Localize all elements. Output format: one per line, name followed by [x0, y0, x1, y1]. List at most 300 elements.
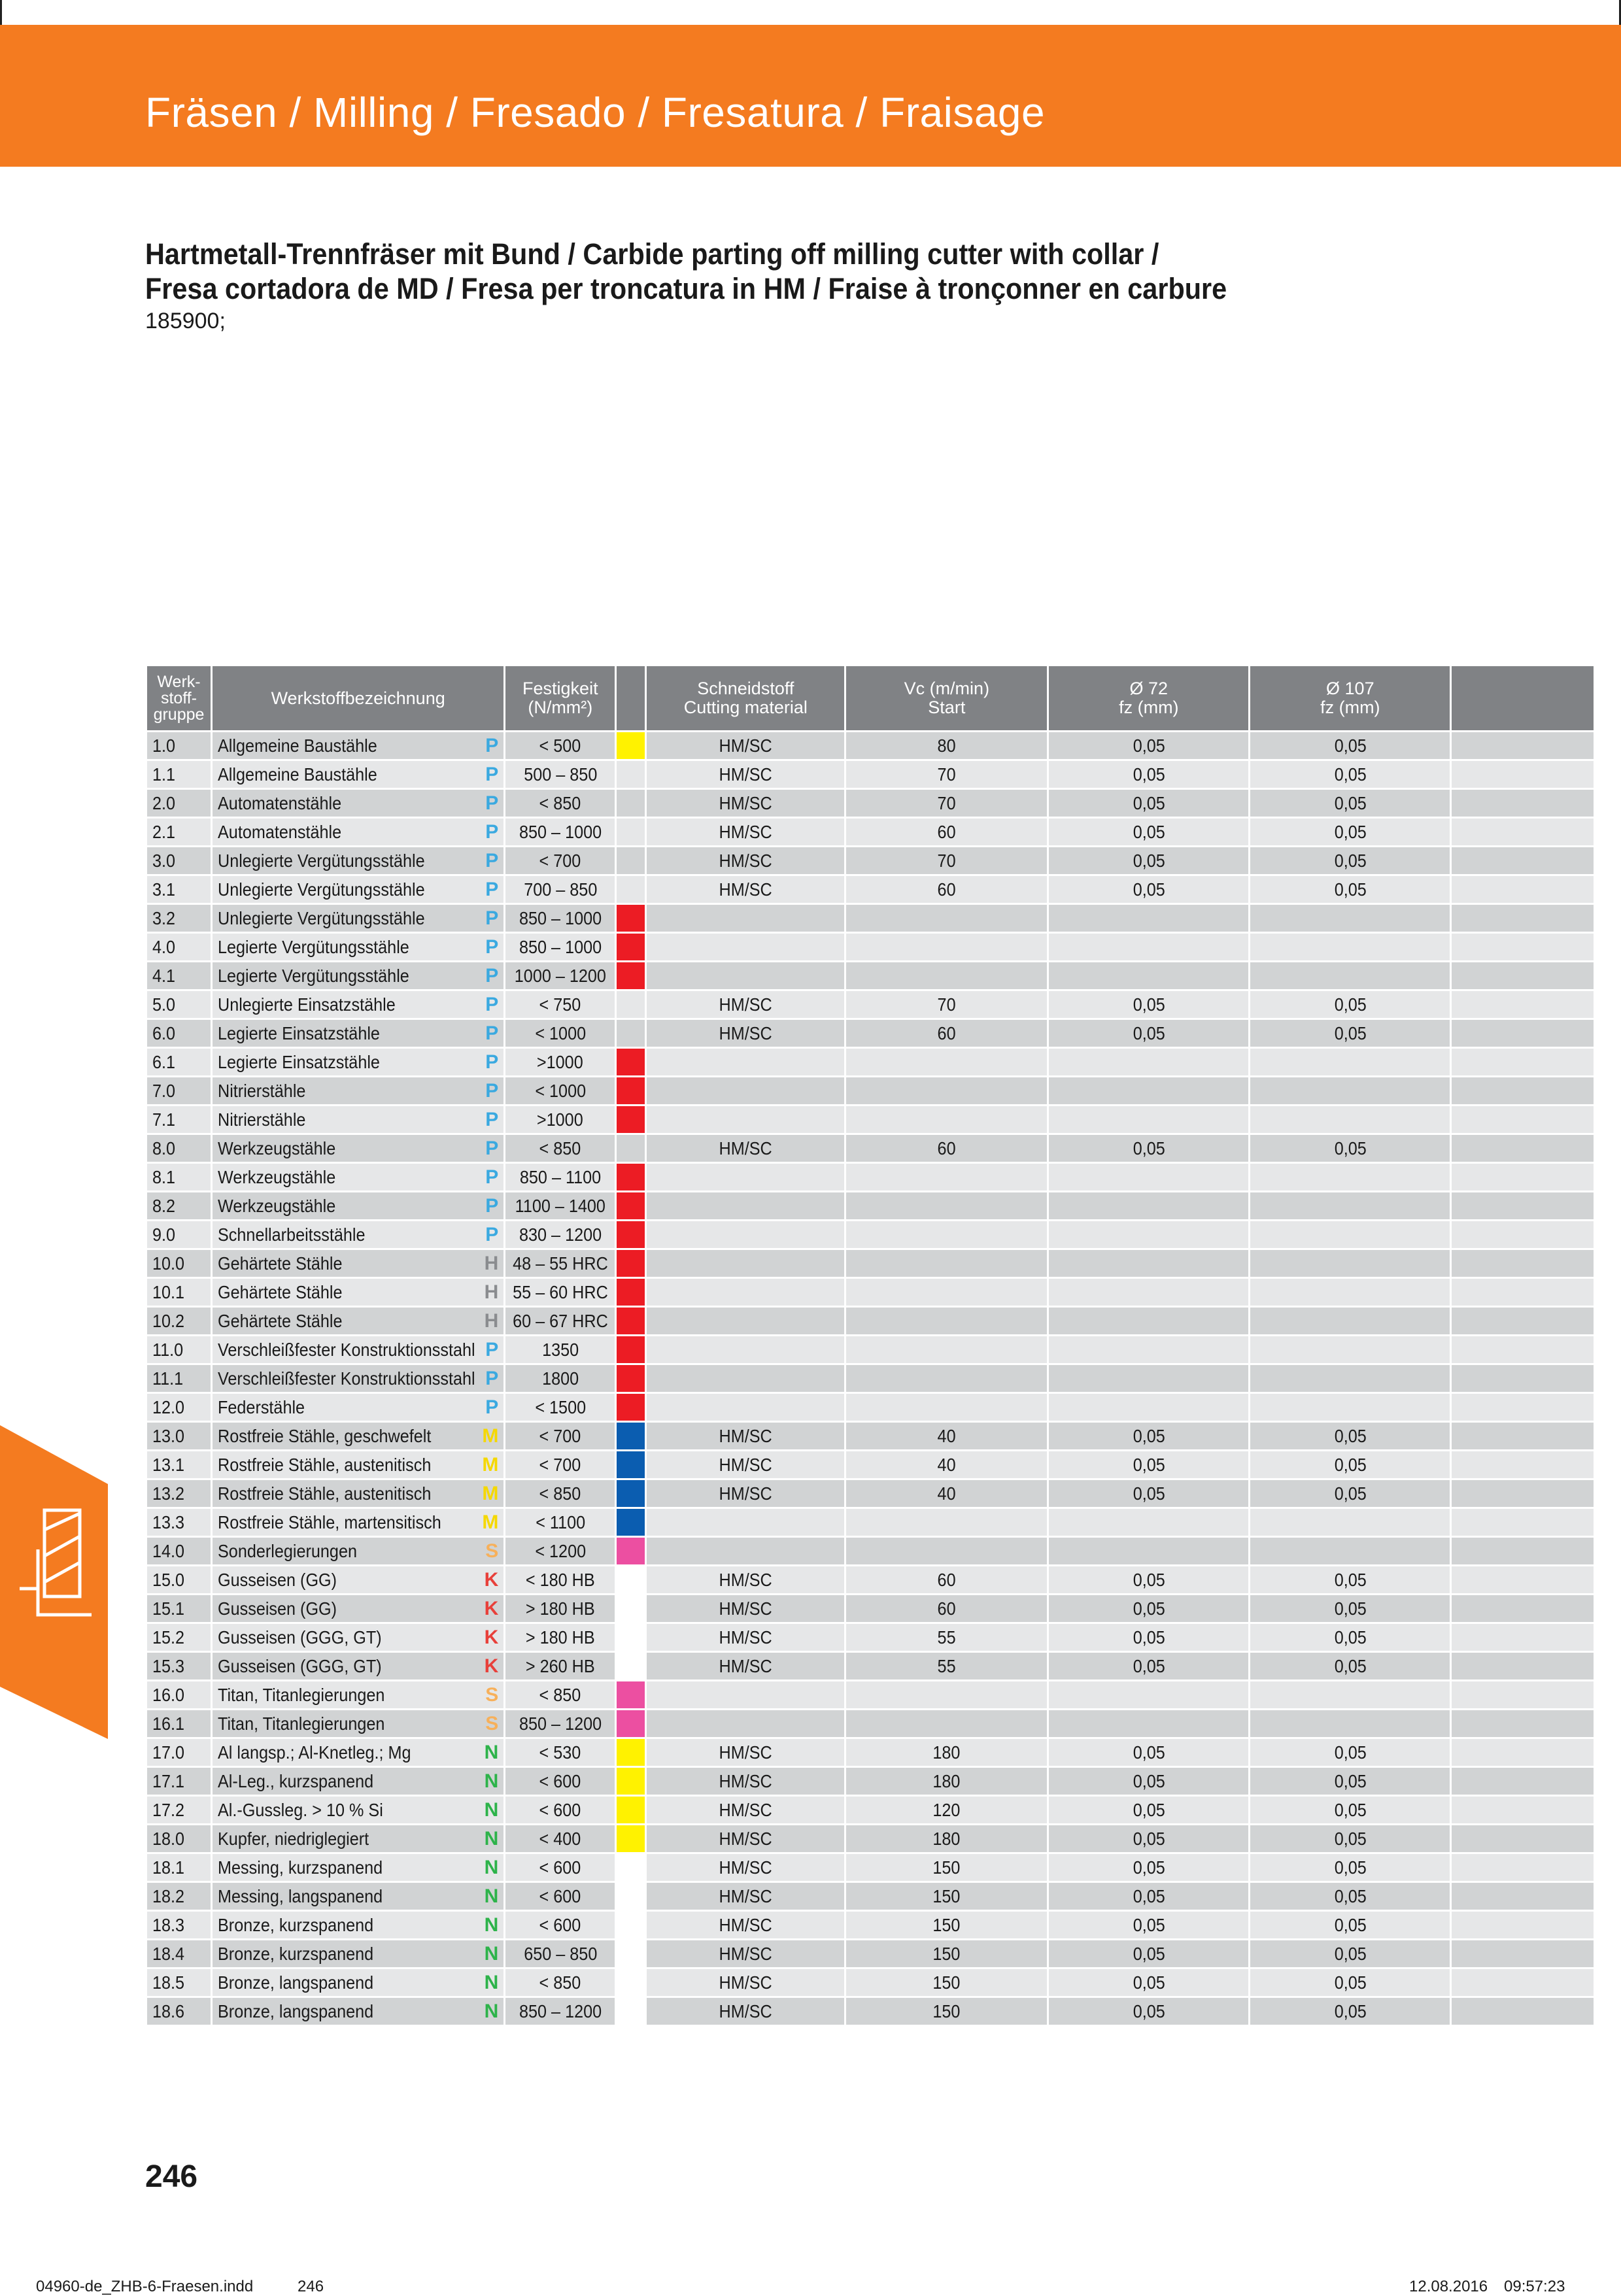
color-swatch [616, 1911, 646, 1940]
color-swatch [616, 1278, 646, 1307]
material-group-label: 1.1 [152, 764, 176, 785]
cutting-material [646, 760, 845, 789]
material-group-label: 16.0 [152, 1684, 185, 1705]
strength-value [505, 904, 616, 933]
material-name [212, 1652, 505, 1681]
banner-title: Fräsen / Milling / Fresado / Fresatura / Fraisage [145, 89, 1046, 136]
material-group-label: 6.0 [152, 1022, 176, 1043]
table-row [146, 1422, 1595, 1451]
cutting-material-label: HM/SC [719, 1857, 772, 1878]
fz-d107-value [1250, 1221, 1451, 1249]
table-row [146, 1307, 1595, 1336]
fz-d107-value [1250, 1393, 1451, 1422]
strength-label: 850 – 1000 [519, 936, 602, 957]
table-row [146, 1681, 1595, 1710]
fz-d107-value [1250, 875, 1451, 904]
material-group-label: 10.1 [152, 1281, 185, 1302]
fz-d72-value [1048, 962, 1250, 990]
material-group [146, 1163, 212, 1192]
iso-group-letter: P [485, 1396, 499, 1418]
heading-line-1: Hartmetall-Trennfräser mit Bund / Carbide parting off milling cutter with collar / [145, 237, 1159, 271]
material-name-label: Legierte Vergütungsstähle [218, 936, 409, 957]
fz-d107-value [1250, 1307, 1451, 1336]
material-group [146, 1077, 212, 1106]
footer-page: 246 [298, 2278, 324, 2295]
vc-value [845, 1393, 1048, 1422]
material-group-label: 6.1 [152, 1051, 176, 1072]
extra-cell [1451, 789, 1595, 818]
color-swatch [616, 990, 646, 1019]
iso-group-letter: P [485, 1195, 499, 1217]
material-group [146, 1882, 212, 1911]
table-row [146, 1163, 1595, 1192]
cutting-material-label: HM/SC [719, 1655, 772, 1676]
cutting-material-label: HM/SC [719, 1425, 772, 1446]
color-swatch [616, 962, 646, 990]
material-name [212, 1048, 505, 1077]
iso-group-letter: N [484, 1914, 499, 1936]
fz-d72-value-label: 0,05 [1133, 735, 1165, 756]
fz-d72-value [1048, 1221, 1250, 1249]
iso-group-letter: K [484, 1627, 499, 1648]
fz-d107-value-label: 0,05 [1334, 1742, 1367, 1763]
vc-value-label: 40 [937, 1483, 956, 1504]
material-name [212, 1537, 505, 1566]
material-name-label: Al.-Gussleg. > 10 % Si [218, 1799, 383, 1820]
fz-d107-value-label: 0,05 [1334, 1799, 1367, 1820]
fz-d107-value-label: 0,05 [1334, 1022, 1367, 1043]
extra-cell [1451, 1451, 1595, 1479]
material-name-label: Gusseisen (GGG, GT) [218, 1655, 382, 1676]
material-name [212, 1710, 505, 1738]
table-row [146, 1451, 1595, 1479]
strength-label: < 850 [539, 1684, 581, 1705]
material-name [212, 1106, 505, 1134]
strength-value [505, 1221, 616, 1249]
material-name [212, 1451, 505, 1479]
material-group [146, 990, 212, 1019]
material-group-label: 3.1 [152, 879, 176, 900]
cutting-material [646, 1364, 845, 1393]
strength-label: < 850 [539, 1138, 581, 1158]
vc-value [845, 1336, 1048, 1364]
material-name-label: Rostfreie Stähle, austenitisch [218, 1483, 432, 1504]
material-group [146, 1364, 212, 1393]
material-group-label: 17.1 [152, 1770, 185, 1791]
cutting-material [646, 818, 845, 847]
cutting-material-label: HM/SC [719, 1483, 772, 1504]
iso-group-letter: P [485, 1138, 499, 1159]
cutting-material [646, 1106, 845, 1134]
table-row [146, 1106, 1595, 1134]
extra-cell [1451, 847, 1595, 875]
fz-d107-value [1250, 1134, 1451, 1163]
vc-value [845, 1738, 1048, 1767]
table-row [146, 1048, 1595, 1077]
material-group [146, 1767, 212, 1796]
cutting-material [646, 1479, 845, 1508]
strength-label: < 600 [539, 1857, 581, 1878]
color-swatch [616, 1738, 646, 1767]
vc-value [845, 1134, 1048, 1163]
strength-label: >1000 [537, 1051, 584, 1072]
fz-d72-value [1048, 1192, 1250, 1221]
cutting-material [646, 1652, 845, 1681]
material-name-label: Al-Leg., kurzspanend [218, 1770, 374, 1791]
table-row [146, 732, 1595, 760]
material-group [146, 1997, 212, 2026]
material-group-label: 3.2 [152, 907, 176, 928]
cutting-material [646, 990, 845, 1019]
fz-d107-value-label: 0,05 [1334, 1885, 1367, 1906]
cutting-material-label: HM/SC [719, 1569, 772, 1590]
cutting-material [646, 1566, 845, 1595]
extra-cell [1451, 1163, 1595, 1192]
iso-group-letter: N [484, 1972, 499, 1993]
material-name-label: Rostfreie Stähle, martensitisch [218, 1511, 441, 1532]
color-swatch [616, 1997, 646, 2026]
material-group-label: 8.2 [152, 1195, 176, 1216]
cutting-material [646, 1940, 845, 1968]
fz-d107-value [1250, 847, 1451, 875]
vc-value [845, 847, 1048, 875]
vc-value-label: 150 [932, 1885, 961, 1906]
table-row [146, 1566, 1595, 1595]
material-name [212, 789, 505, 818]
strength-label: 55 – 60 HRC [512, 1281, 608, 1302]
fz-d72-value [1048, 1882, 1250, 1911]
vc-value-label: 70 [937, 764, 956, 785]
fz-d107-value [1250, 1278, 1451, 1307]
strength-value [505, 1192, 616, 1221]
color-swatch [616, 1968, 646, 1997]
extra-cell [1451, 1710, 1595, 1738]
material-group [146, 1595, 212, 1623]
material-name-label: Federstähle [218, 1396, 305, 1417]
material-name-label: Verschleißfester Konstruktionsstahl [218, 1339, 475, 1360]
table-row [146, 1853, 1595, 1882]
material-name-label: Bronze, langspanend [218, 2001, 374, 2021]
table-row [146, 1595, 1595, 1623]
strength-label: 1100 – 1400 [515, 1195, 606, 1216]
strength-label: < 600 [539, 1799, 581, 1820]
vc-value [845, 1710, 1048, 1738]
color-swatch [616, 818, 646, 847]
extra-cell [1451, 1652, 1595, 1681]
cutting-material [646, 1221, 845, 1249]
strength-label: < 1000 [534, 1080, 586, 1101]
cutting-material [646, 1048, 845, 1077]
cutting-material-label: HM/SC [719, 1454, 772, 1475]
product-heading [145, 237, 1227, 306]
cutting-material-label: HM/SC [719, 1742, 772, 1763]
vc-value [845, 1940, 1048, 1968]
strength-value [505, 1249, 616, 1278]
vc-value-label: 150 [932, 1914, 961, 1935]
material-name [212, 1681, 505, 1710]
strength-label: < 850 [539, 792, 581, 813]
cutting-material [646, 1853, 845, 1882]
fz-d107-value-label: 0,05 [1334, 1914, 1367, 1935]
vc-value [845, 1422, 1048, 1451]
extra-cell [1451, 1623, 1595, 1652]
fz-d72-value [1048, 789, 1250, 818]
table-row [146, 1997, 1595, 2026]
fz-d72-value [1048, 1163, 1250, 1192]
cutting-material [646, 1595, 845, 1623]
table-row [146, 847, 1595, 875]
fz-d72-value [1048, 1307, 1250, 1336]
material-group [146, 1566, 212, 1595]
material-name-label: Rostfreie Stähle, austenitisch [218, 1454, 432, 1475]
fz-d107-value-label: 0,05 [1334, 1598, 1367, 1619]
material-group-label: 13.1 [152, 1454, 185, 1475]
fz-d72-value-label: 0,05 [1133, 1828, 1165, 1849]
color-swatch [616, 789, 646, 818]
fz-d107-value [1250, 904, 1451, 933]
material-name [212, 1853, 505, 1882]
fz-d107-value-label: 0,05 [1334, 1655, 1367, 1676]
vc-value [845, 1508, 1048, 1537]
strength-value [505, 1163, 616, 1192]
fz-d107-value [1250, 1192, 1451, 1221]
iso-group-letter: S [485, 1713, 499, 1734]
fz-d107-value-label: 0,05 [1334, 1943, 1367, 1964]
fz-d72-value-label: 0,05 [1133, 1627, 1165, 1647]
material-name-label: Gehärtete Stähle [218, 1310, 343, 1331]
color-swatch [616, 904, 646, 933]
header-group: Werk- stoff- gruppe [146, 666, 212, 732]
cutting-material-label: HM/SC [719, 1914, 772, 1935]
material-name-label: Verschleißfester Konstruktionsstahl [218, 1368, 475, 1389]
strength-label: < 600 [539, 1770, 581, 1791]
material-name-label: Nitrierstähle [218, 1080, 306, 1101]
strength-label: < 1100 [535, 1511, 585, 1532]
color-swatch [616, 1595, 646, 1623]
cutting-material [646, 1796, 845, 1825]
material-group-label: 15.2 [152, 1627, 185, 1647]
header-extra [1451, 666, 1595, 732]
vc-value-label: 60 [937, 1569, 956, 1590]
footer-filename: 04960-de_ZHB-6-Fraesen.indd [36, 2278, 254, 2295]
fz-d107-value [1250, 1911, 1451, 1940]
header-d72: Ø 72 fz (mm) [1048, 666, 1250, 732]
table-row [146, 1278, 1595, 1307]
color-swatch [616, 1336, 646, 1364]
table-row [146, 875, 1595, 904]
strength-value [505, 1911, 616, 1940]
color-swatch [616, 732, 646, 760]
table-row [146, 1911, 1595, 1940]
color-swatch [616, 1508, 646, 1537]
iso-group-letter: P [485, 1224, 499, 1245]
color-swatch [616, 1479, 646, 1508]
vc-value [845, 1048, 1048, 1077]
material-name-label: Unlegierte Vergütungsstähle [218, 879, 425, 900]
strength-label: 500 – 850 [523, 764, 597, 785]
material-group-label: 5.0 [152, 994, 176, 1015]
material-name [212, 1077, 505, 1106]
material-group [146, 1738, 212, 1767]
color-swatch [616, 1307, 646, 1336]
material-group-label: 16.1 [152, 1713, 185, 1734]
fz-d72-value [1048, 1652, 1250, 1681]
strength-value [505, 1710, 616, 1738]
fz-d107-value [1250, 1623, 1451, 1652]
extra-cell [1451, 1192, 1595, 1221]
fz-d107-value [1250, 1968, 1451, 1997]
cutting-material [646, 1767, 845, 1796]
vc-value [845, 1968, 1048, 1997]
material-group [146, 1393, 212, 1422]
strength-label: < 1000 [534, 1022, 586, 1043]
fz-d72-value-label: 0,05 [1133, 1138, 1165, 1158]
vc-value-label: 150 [932, 2001, 961, 2021]
material-name [212, 1479, 505, 1508]
material-name-label: Gusseisen (GG) [218, 1598, 337, 1619]
fz-d72-value [1048, 1968, 1250, 1997]
cutting-material [646, 962, 845, 990]
material-name-label: Gusseisen (GG) [218, 1569, 337, 1590]
strength-label: 850 – 1000 [519, 907, 602, 928]
table-row [146, 962, 1595, 990]
material-group-label: 7.0 [152, 1080, 176, 1101]
color-swatch [616, 1796, 646, 1825]
vc-value [845, 1825, 1048, 1853]
fz-d72-value-label: 0,05 [1133, 1914, 1165, 1935]
fz-d107-value-label: 0,05 [1334, 1425, 1367, 1446]
material-group-label: 4.0 [152, 936, 176, 957]
iso-group-letter: H [484, 1253, 499, 1274]
fz-d72-value-label: 0,05 [1133, 1770, 1165, 1791]
material-name-label: Legierte Einsatzstähle [218, 1022, 380, 1043]
fz-d72-value [1048, 1767, 1250, 1796]
fz-d72-value-label: 0,05 [1133, 994, 1165, 1015]
cutting-material-label: HM/SC [719, 1799, 772, 1820]
vc-value [845, 789, 1048, 818]
article-number: 185900; [145, 309, 226, 333]
strength-value [505, 1968, 616, 1997]
strength-value [505, 962, 616, 990]
material-name-label: Schnellarbeitsstähle [218, 1224, 366, 1245]
material-name [212, 1623, 505, 1652]
vc-value [845, 818, 1048, 847]
strength-value [505, 875, 616, 904]
fz-d107-value-label: 0,05 [1334, 2001, 1367, 2021]
strength-label: < 1500 [534, 1396, 586, 1417]
color-swatch [616, 1249, 646, 1278]
table-row [146, 1825, 1595, 1853]
material-group-label: 2.1 [152, 821, 176, 842]
material-group [146, 1307, 212, 1336]
strength-value [505, 1019, 616, 1048]
iso-group-letter: P [485, 1080, 499, 1102]
strength-value [505, 847, 616, 875]
material-group [146, 1968, 212, 1997]
material-group [146, 1940, 212, 1968]
fz-d107-value [1250, 1106, 1451, 1134]
fz-d72-value-label: 0,05 [1133, 1483, 1165, 1504]
strength-label: 830 – 1200 [519, 1224, 602, 1245]
strength-label: 1800 [541, 1368, 579, 1389]
fz-d72-value [1048, 1853, 1250, 1882]
material-group-label: 10.0 [152, 1253, 185, 1274]
vc-value-label: 60 [937, 821, 956, 842]
iso-group-letter: N [484, 1885, 499, 1907]
color-swatch [616, 1710, 646, 1738]
fz-d72-value [1048, 1106, 1250, 1134]
table-row [146, 818, 1595, 847]
material-group [146, 1134, 212, 1163]
fz-d107-value-label: 0,05 [1334, 1483, 1367, 1504]
fz-d72-value [1048, 1336, 1250, 1364]
color-swatch [616, 1019, 646, 1048]
table-row [146, 1364, 1595, 1393]
fz-d72-value-label: 0,05 [1133, 1885, 1165, 1906]
material-name-label: Unlegierte Einsatzstähle [218, 994, 396, 1015]
fz-d72-value-label: 0,05 [1133, 1972, 1165, 1993]
fz-d72-value-label: 0,05 [1133, 2001, 1165, 2021]
vc-value-label: 70 [937, 850, 956, 871]
material-group [146, 1623, 212, 1652]
iso-group-letter: P [485, 850, 499, 871]
iso-group-letter: P [485, 965, 499, 987]
fz-d107-value [1250, 818, 1451, 847]
strength-label: < 530 [539, 1742, 581, 1763]
header-d107: Ø 107 fz (mm) [1250, 666, 1451, 732]
section-side-tab [0, 1425, 108, 1739]
strength-label: < 180 HB [525, 1569, 595, 1590]
strength-value [505, 1681, 616, 1710]
strength-label: >1000 [537, 1109, 584, 1130]
fz-d107-value [1250, 789, 1451, 818]
strength-value [505, 1307, 616, 1336]
fz-d72-value-label: 0,05 [1133, 821, 1165, 842]
material-group-label: 7.1 [152, 1109, 176, 1130]
iso-group-letter: N [484, 1742, 499, 1763]
material-group-label: 18.2 [152, 1885, 185, 1906]
material-name-label: Werkzeugstähle [218, 1195, 336, 1216]
strength-value [505, 1652, 616, 1681]
strength-value [505, 1106, 616, 1134]
table-row [146, 933, 1595, 962]
color-swatch [616, 1825, 646, 1853]
cutting-material [646, 1192, 845, 1221]
fz-d72-value [1048, 1077, 1250, 1106]
iso-group-letter: P [485, 994, 499, 1015]
cutting-material [646, 875, 845, 904]
color-swatch [616, 1221, 646, 1249]
extra-cell [1451, 933, 1595, 962]
table-row [146, 1796, 1595, 1825]
strength-value [505, 1825, 616, 1853]
cutting-material-label: HM/SC [719, 1770, 772, 1791]
extra-cell [1451, 1364, 1595, 1393]
color-swatch [616, 1364, 646, 1393]
material-name-label: Automatenstähle [218, 792, 342, 813]
header-cutting-material: Schneidstoff Cutting material [646, 666, 845, 732]
table-row [146, 789, 1595, 818]
extra-cell [1451, 1825, 1595, 1853]
fz-d107-value-label: 0,05 [1334, 879, 1367, 900]
material-group [146, 904, 212, 933]
material-group-label: 12.0 [152, 1396, 185, 1417]
material-name [212, 1767, 505, 1796]
fz-d72-value-label: 0,05 [1133, 1943, 1165, 1964]
cutting-material-label: HM/SC [719, 1972, 772, 1993]
extra-cell [1451, 1508, 1595, 1537]
strength-value [505, 1508, 616, 1537]
